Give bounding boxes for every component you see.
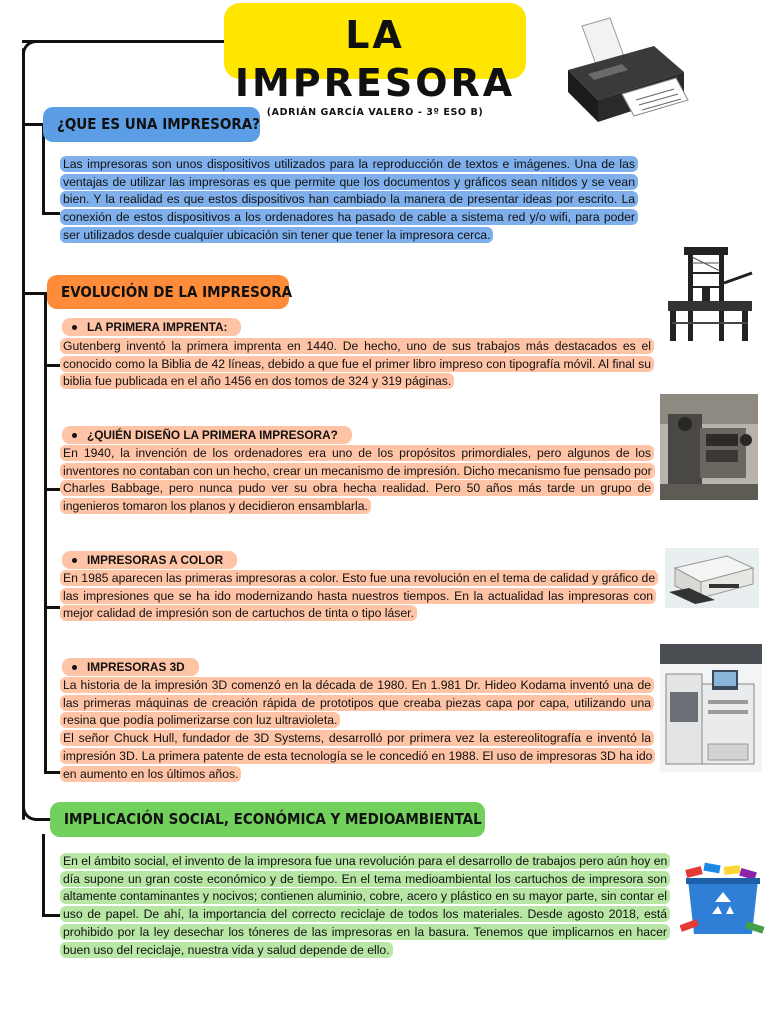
connector-top — [22, 40, 226, 43]
implicacion-paragraph: En el ámbito social, el invento de la impresora fue una revolución para el desarrollo de trabajos pero aún hoy en día supone un gran coste económico y de tiempo. En el tema medioambiental los cartuchos de impresora son altamente contaminantes y nocivos; contienen aluminio, cobre, acero y plástico en su mayor parte, sin contar el uso de papel. De ahí, la importancia del correcto reciclaje de todos los materiales. Desde agosto 2018, está prohibido por la ley desechar los tóneres de las impresoras en la basura. Tenemos que implicarnos en hacer buen uso del reciclaje, nuestra vida y salud depende de ello. — [60, 853, 670, 958]
primera-imprenta-text — [60, 338, 654, 391]
heading-evolucion: EVOLUCIÓN DE LA IMPRESORA — [47, 275, 289, 309]
recycle-bin-image — [680, 862, 766, 942]
early-printer-photo — [660, 394, 758, 500]
primera-imprenta-paragraph: Gutenberg inventó la primera imprenta en 1440. De hecho, uno de sus trabajos más destacados es el conocido como la Biblia de 42 líneas, debido a que fue el primer libro impreso con tipografía móvil. Al final su biblia fue publicada en el año 1456 en dos tomos de 324 y 319 páginas. — [60, 338, 654, 389]
heading-implicacion: IMPLICACIÓN SOCIAL, ECONÓMICA Y MEDIOAMBIENTAL — [50, 802, 485, 837]
bullet-icon — [72, 558, 77, 563]
connector-orange-3 — [44, 606, 60, 609]
page-title: LA IMPRESORA — [234, 13, 516, 105]
subtitle-color — [62, 551, 237, 569]
connector-blue — [22, 123, 44, 126]
printer-icon — [562, 16, 692, 126]
3d-paragraph-1: La historia de la impresión 3D comenzó en la década de 1980. En 1.981 Dr. Hideo Kodama inventó una de las primeras máquinas de creación rápida de prototipos que creaba piezas capa por capa, utilizando una resina que podía polimerizarse con luz ultravioleta. — [60, 677, 654, 728]
connector-green-curve — [22, 805, 50, 821]
subtitle-quien-diseno — [62, 426, 352, 444]
connector-orange-2 — [44, 488, 60, 491]
subtitle-primera-imprenta — [62, 318, 241, 336]
que-es-paragraph: Las impresoras son unos dispositivos utilizados para la reproducción de textos e imágenes. Una de las ventajas de utilizar las impresoras es que permite que los documentos y gráficos sean nítidos y se vean bien. Y la realidad es que estos dispositivos han cambiado la manera de presentar ideas por escrito. La conexión de estos dispositivos a los ordenadores ha pasado de cable a sistema red y/o wifi, para poder ser utilizados desde cualquier ubicación sin tener que tener la impresora cerca. — [60, 156, 638, 243]
implicacion-text — [60, 853, 670, 959]
que-es-text — [60, 156, 638, 245]
3d-printer-image — [660, 644, 762, 772]
printing-press-image — [662, 243, 758, 347]
subtitle-label: ¿QUIÉN DISEÑO LA PRIMERA IMPRESORA? — [87, 428, 338, 442]
connector-orange-1 — [44, 364, 60, 367]
page-subtitle: (ADRIÁN GARCÍA VALERO - 3º ESO B) — [266, 107, 484, 118]
subtitle-label: IMPRESORAS A COLOR — [87, 553, 224, 567]
title-banner — [224, 3, 526, 118]
heading-que-es: ¿QUE ES UNA IMPRESORA? — [43, 107, 260, 142]
bullet-icon — [72, 665, 77, 670]
subtitle-3d — [62, 658, 199, 676]
connector-orange-4 — [44, 771, 60, 774]
connector-green-sub — [42, 834, 45, 916]
color-printer-image — [665, 548, 759, 608]
color-paragraph: En 1985 aparecen las primeras impresoras a color. Esto fue una revolución en el tema de calidad y gráfico de las impresiones que se ha ido modernizando hasta nuestros tiempos. En la actualidad las impresoras con mejor calidad de impresión son de cartuchos de tinta o tipo láser. — [60, 570, 658, 621]
color-text — [60, 570, 656, 623]
connector-green-sub-h — [42, 914, 60, 917]
subtitle-label: LA PRIMERA IMPRENTA: — [87, 320, 228, 334]
3d-text — [60, 677, 654, 783]
bullet-icon — [72, 325, 77, 330]
quien-diseno-paragraph: En 1940, la invención de los ordenadores era uno de los propósitos primordiales, pero algunos de los inventores no contaban con un hecho, crear un mecanismo de impresión. Dicho mecanismo fue pensado por Charles Babbage, pero nunca pudo ver su obra hecha realidad. Pero 50 años más tarde un grupo de ingenieros tomaron los planos y decidieron ensamblarla. — [60, 445, 655, 514]
bullet-icon — [72, 433, 77, 438]
3d-paragraph-2: El señor Chuck Hull, fundador de 3D Systems, desarrolló por primera vez la estereolitografía e inventó la impresión 3D. La primera patente de esta tecnología se le concedió en 1988. El uso de impresoras 3D ha ido en aumento en los últimos años. — [60, 730, 655, 781]
subtitle-label: IMPRESORAS 3D — [87, 660, 185, 674]
connector-blue-sub-h — [42, 212, 60, 215]
quien-diseno-text — [60, 445, 654, 516]
connector-main-vertical — [22, 48, 25, 820]
